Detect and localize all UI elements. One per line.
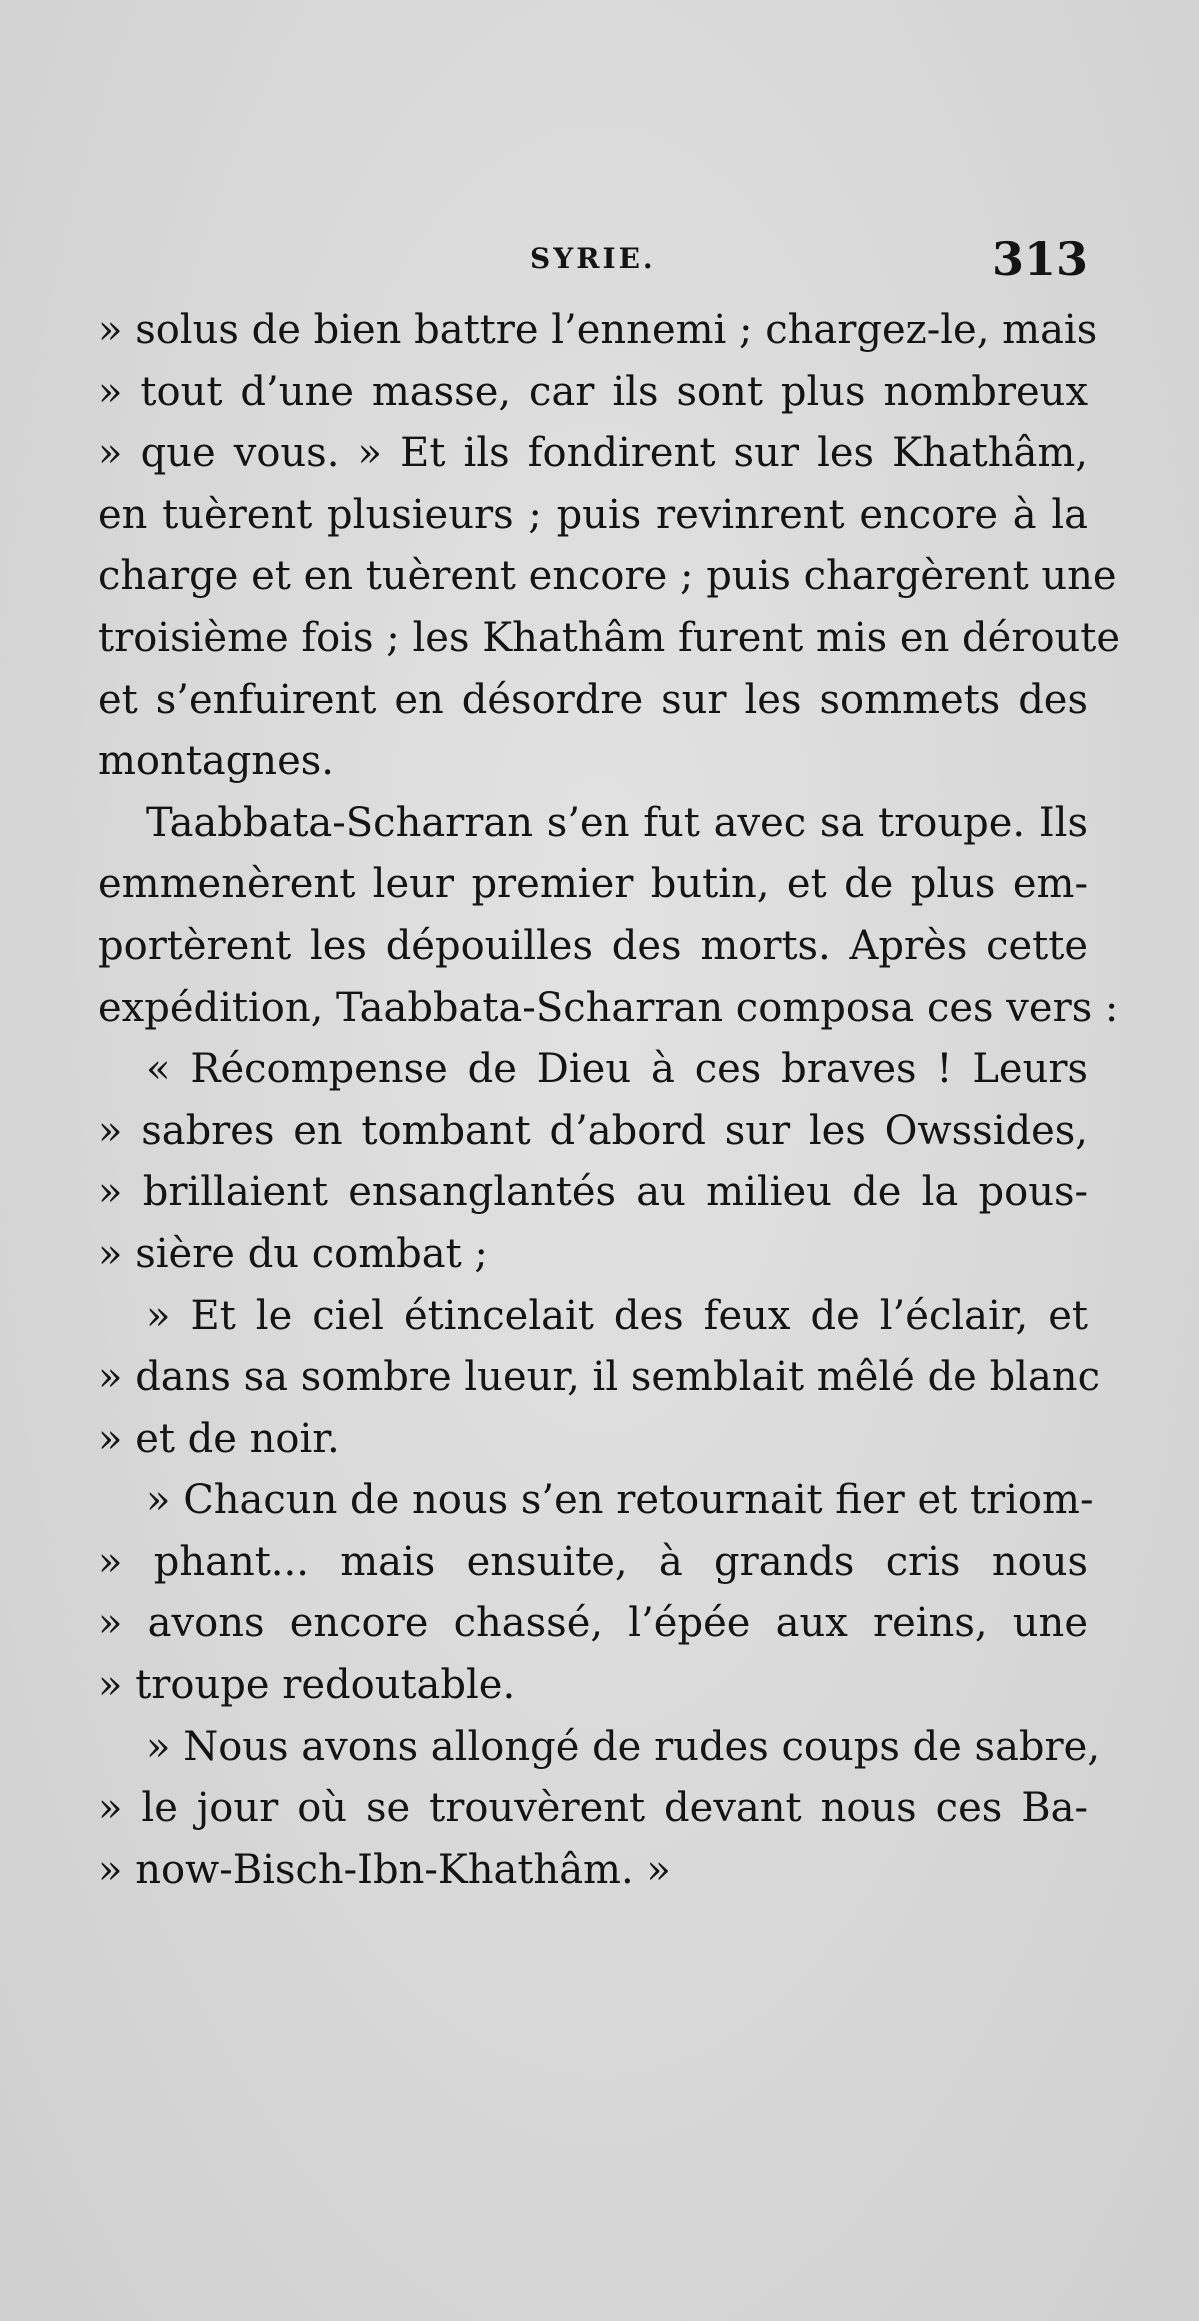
text-line: » sabres en tombant d’abord sur les Owssides, xyxy=(98,1107,1088,1154)
text-line: » que vous. » Et ils fondirent sur les Khathâm, xyxy=(98,430,1088,477)
text-line: » tout d’une masse, car ils sont plus nombreux xyxy=(98,368,1088,415)
text-line: Taabbata-Scharran s’en fut avec sa troupe. Ils xyxy=(146,799,1088,846)
text-line: » et de noir. xyxy=(98,1415,340,1462)
body-text xyxy=(98,300,1121,1901)
text-line: » phant... mais ensuite, à grands cris nous xyxy=(98,1538,1088,1585)
text-line: » solus de bien battre l’ennemi ; chargez-le, mais xyxy=(98,307,1098,353)
text-line: « Récompense de Dieu à ces braves ! Leurs xyxy=(146,1046,1088,1093)
text-line: charge et en tuèrent encore ; puis chargèrent une xyxy=(98,553,1117,600)
page-number: 313 xyxy=(991,232,1088,286)
text-line: » brillaient ensanglantés au milieu de la pous- xyxy=(98,1169,1088,1216)
text-line: » dans sa sombre lueur, il semblait mêlé de blanc xyxy=(98,1354,1100,1401)
text-line: » le jour où se trouvèrent devant nous ces Ba- xyxy=(98,1785,1088,1832)
text-line: en tuèrent plusieurs ; puis revinrent encore à la xyxy=(98,491,1088,538)
text-line: » Chacun de nous s’en retournait fier et triom- xyxy=(146,1477,1094,1524)
text-line: emmenèrent leur premier butin, et de plus em- xyxy=(98,861,1088,908)
text-line: » sière du combat ; xyxy=(98,1230,488,1277)
text-line: » Et le ciel étincelait des feux de l’éclair, et xyxy=(146,1292,1088,1339)
text-line: » troupe redoutable. xyxy=(98,1662,516,1709)
text-line: » avons encore chassé, l’épée aux reins, une xyxy=(98,1600,1088,1647)
text-line: » now-Bisch-Ibn-Khathâm. » xyxy=(98,1846,671,1893)
running-head xyxy=(98,232,1088,292)
text-line: » Nous avons allongé de rudes coups de sabre, xyxy=(146,1723,1101,1770)
text-line: montagnes. xyxy=(98,738,334,785)
text-line: et s’enfuirent en désordre sur les sommets des xyxy=(98,676,1088,723)
running-head-title: SYRIE. xyxy=(530,242,656,275)
text-line: portèrent les dépouilles des morts. Après cette xyxy=(98,922,1088,969)
text-line: troisième fois ; les Khathâm furent mis en déroute xyxy=(98,614,1121,661)
text-line: expédition, Taabbata-Scharran composa ces vers : xyxy=(98,984,1119,1031)
